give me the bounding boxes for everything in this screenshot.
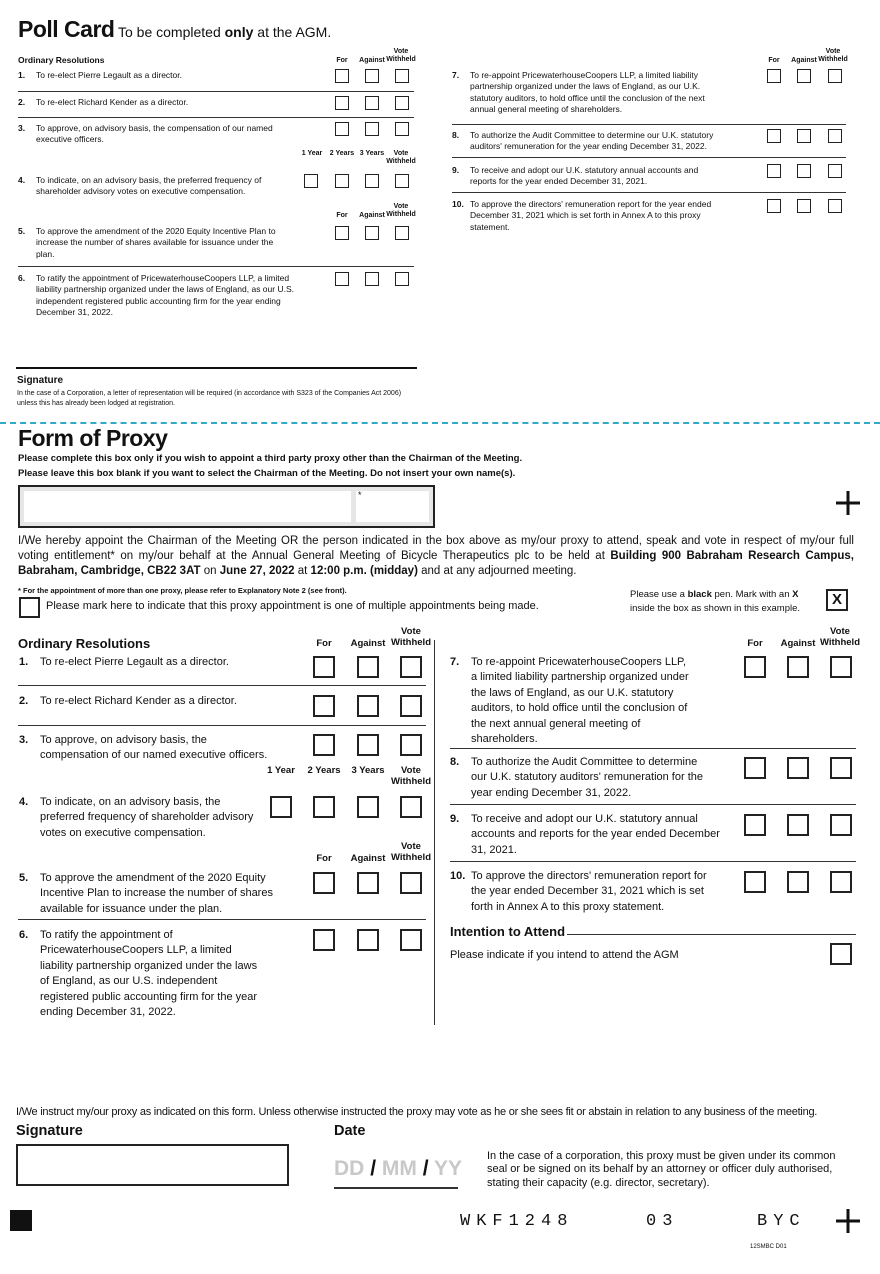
proxy-header-withheld: Vote Withheld xyxy=(390,765,432,787)
black-pen-instruction: Please use a black pen. Mark with an X inside the box as shown in this example. xyxy=(630,589,801,614)
multiple-appointments-label: Please mark here to indicate that this proxy appointment is one of multiple appointments being made. xyxy=(46,600,539,612)
proxy-header-withheld: Vote Withheld xyxy=(390,626,432,648)
divider xyxy=(18,919,426,920)
proxy-res-2-num: 2. xyxy=(19,695,29,707)
proxy-appointment-text: I/We hereby appoint the Chairman of the Meeting OR the person indicated in the box above as my/our proxy to attend, speak and vote in respect of my/our full voting entitlement* on my/our behalf at the Annual General Meeting of Bicycle Therapeutics plc to be held at Building 900 Babraham Research Campus, Babraham, Cambridge, CB22 3AT on June 27, 2022 at 12:00 p.m. (midday) and at any adjourned meeting. xyxy=(18,535,854,578)
poll-res-1-for-checkbox[interactable] xyxy=(335,69,349,83)
poll-res-10-withheld-checkbox[interactable] xyxy=(828,199,842,213)
proxy-header-against: Against xyxy=(350,638,386,649)
poll-res-2-text: To re-elect Richard Kender as a director. xyxy=(36,97,189,107)
poll-res-3-withheld-checkbox[interactable] xyxy=(395,122,409,136)
proxy-res-4-3years-checkbox[interactable] xyxy=(357,796,379,818)
poll-res-1-against-checkbox[interactable] xyxy=(365,69,379,83)
divider xyxy=(18,266,414,267)
proxy-res-5-withheld-checkbox[interactable] xyxy=(400,872,422,894)
poll-res-10-num: 10. xyxy=(452,199,464,209)
proxy-votes-input[interactable] xyxy=(356,491,429,522)
divider xyxy=(452,192,846,193)
poll-res-10-text: To approve the directors' remuneration report for the year ended December 31, 2021 which is set forth in Annex A to this proxy statement. xyxy=(470,199,712,232)
proxy-res-5-num: 5. xyxy=(19,872,29,884)
poll-res-2-for-checkbox[interactable] xyxy=(335,96,349,110)
poll-header-2years: 2 Years xyxy=(329,150,355,157)
proxy-instruct-text: I/We instruct my/our proxy as indicated on this form. Unless otherwise instructed the proxy may vote as he or she sees fit or abstain in relation to any business of the meeting. xyxy=(16,1106,818,1118)
date-separator: / xyxy=(422,1157,429,1180)
poll-header-withheld: Vote Withheld xyxy=(386,48,416,64)
poll-res-6-against-checkbox[interactable] xyxy=(365,272,379,286)
poll-res-9-withheld-checkbox[interactable] xyxy=(828,164,842,178)
poll-header-withheld: Vote Withheld xyxy=(386,150,416,166)
poll-res-2-against-checkbox[interactable] xyxy=(365,96,379,110)
poll-res-2-withheld-checkbox[interactable] xyxy=(395,96,409,110)
poll-res-7-for-checkbox[interactable] xyxy=(767,69,781,83)
example-marked-box: X xyxy=(826,589,848,611)
divider xyxy=(450,804,856,805)
proxy-res-5-for-checkbox[interactable] xyxy=(313,872,335,894)
proxy-signature-box[interactable] xyxy=(16,1144,289,1186)
poll-header-against: Against xyxy=(791,57,817,64)
proxy-res-2-for-checkbox[interactable] xyxy=(313,695,335,717)
corner-marker-square xyxy=(10,1210,32,1231)
proxy-res-2-text: To re-elect Richard Kender as a director. xyxy=(40,695,237,707)
form-code-1: WKF1248 xyxy=(460,1212,574,1231)
proxy-header-3years: 3 Years xyxy=(351,765,385,776)
form-code-2: 03 xyxy=(646,1212,679,1231)
poll-res-4-1year-checkbox[interactable] xyxy=(304,174,318,188)
poll-res-7-text: To re-appoint PricewaterhouseCoopers LLP, a limited liability partnership organized under the laws of England, as our U.K. statutory auditors, to hold office until the conclusion of the next annual general meeting of shareholders. xyxy=(470,70,705,115)
poll-res-3-text: To approve, on advisory basis, the compensation of our named executive officers. xyxy=(36,123,273,145)
poll-res-8-text: To authorize the Audit Committee to determine our U.K. statutory auditors' remuneration for the year ending December 31, 2022. xyxy=(470,130,714,152)
proxy-header-1year: 1 Year xyxy=(267,765,295,776)
poll-res-10-against-checkbox[interactable] xyxy=(797,199,811,213)
proxy-res-2-against-checkbox[interactable] xyxy=(357,695,379,717)
poll-res-7-num: 7. xyxy=(452,70,460,80)
poll-res-2-num: 2. xyxy=(18,97,26,107)
divider xyxy=(18,685,426,686)
poll-res-9-against-checkbox[interactable] xyxy=(797,164,811,178)
intention-attend-checkbox[interactable] xyxy=(830,943,852,965)
proxy-res-9-against-checkbox[interactable] xyxy=(787,814,809,836)
proxy-res-8-withheld-checkbox[interactable] xyxy=(830,757,852,779)
proxy-res-10-for-checkbox[interactable] xyxy=(744,871,766,893)
poll-section-label: Ordinary Resolutions xyxy=(18,55,105,65)
divider xyxy=(18,725,426,726)
poll-res-1-withheld-checkbox[interactable] xyxy=(395,69,409,83)
divider xyxy=(452,157,846,158)
proxy-res-1-num: 1. xyxy=(19,656,29,668)
poll-res-5-num: 5. xyxy=(18,226,26,236)
proxy-res-8-for-checkbox[interactable] xyxy=(744,757,766,779)
proxy-res-3-text: To approve, on advisory basis, the compensation of our named executive officers. xyxy=(40,734,268,762)
proxy-instruction-2: Please leave this box blank if you want to select the Chairman of the Meeting. Do not insert your own name(s). xyxy=(18,468,516,479)
poll-res-7-withheld-checkbox[interactable] xyxy=(828,69,842,83)
poll-res-6-num: 6. xyxy=(18,273,26,283)
proxy-res-5-text: To approve the amendment of the 2020 Equity Incentive Plan to increase the number of shares available for issuance under the plan. xyxy=(40,872,273,915)
poll-res-8-for-checkbox[interactable] xyxy=(767,129,781,143)
proxy-res-7-text: To re-appoint PricewaterhouseCoopers LLP, a limited liability partnership organized under the laws of England, as our U.K. statutory auditors, to hold office until the conclusion of the next annual general meeting of shareholders. xyxy=(471,656,689,745)
proxy-res-1-against-checkbox[interactable] xyxy=(357,656,379,678)
poll-res-5-text: To approve the amendment of the 2020 Equity Incentive Plan to increase the number of shares available for issuance under the plan. xyxy=(36,226,276,259)
divider xyxy=(450,861,856,862)
form-code-3: BYC xyxy=(757,1212,806,1231)
divider xyxy=(452,124,846,125)
proxy-res-1-text: To re-elect Pierre Legault as a director. xyxy=(40,656,229,668)
proxy-header-withheld: Vote Withheld xyxy=(390,841,432,863)
proxy-res-3-withheld-checkbox[interactable] xyxy=(400,734,422,756)
poll-header-3years: 3 Years xyxy=(359,150,385,157)
poll-res-9-num: 9. xyxy=(452,165,460,175)
poll-res-6-withheld-checkbox[interactable] xyxy=(395,272,409,286)
proxy-res-3-against-checkbox[interactable] xyxy=(357,734,379,756)
proxy-res-6-num: 6. xyxy=(19,929,29,941)
poll-res-8-against-checkbox[interactable] xyxy=(797,129,811,143)
proxy-res-9-for-checkbox[interactable] xyxy=(744,814,766,836)
poll-res-8-num: 8. xyxy=(452,130,460,140)
divider xyxy=(18,91,414,92)
proxy-res-10-withheld-checkbox[interactable] xyxy=(830,871,852,893)
poll-res-3-num: 3. xyxy=(18,123,26,133)
date-separator: / xyxy=(370,1157,377,1180)
divider xyxy=(18,117,414,118)
poll-res-1-text: To re-elect Pierre Legault as a director. xyxy=(36,70,182,80)
proxy-footnote: * For the appointment of more than one proxy, please refer to Explanatory Note 2 (see front). xyxy=(18,586,347,595)
proxy-header-withheld: Vote Withheld xyxy=(819,626,861,648)
proxy-res-7-withheld-checkbox[interactable] xyxy=(830,656,852,678)
proxy-res-6-for-checkbox[interactable] xyxy=(313,929,335,951)
poll-res-7-against-checkbox[interactable] xyxy=(797,69,811,83)
proxy-res-2-withheld-checkbox[interactable] xyxy=(400,695,422,717)
proxy-header-2years: 2 Years xyxy=(307,765,341,776)
proxy-asterisk: * xyxy=(358,490,362,500)
divider xyxy=(450,748,856,749)
proxy-res-7-num: 7. xyxy=(450,656,460,668)
proxy-section-label: Ordinary Resolutions xyxy=(18,636,151,651)
poll-header-withheld: Vote Withheld xyxy=(818,48,848,64)
tear-line xyxy=(0,422,880,424)
proxy-res-8-num: 8. xyxy=(450,756,460,768)
poll-header-1year: 1 Year xyxy=(301,150,323,157)
proxy-date-label: Date xyxy=(334,1123,366,1139)
poll-res-5-for-checkbox[interactable] xyxy=(335,226,349,240)
divider xyxy=(567,934,856,935)
poll-res-4-withheld-checkbox[interactable] xyxy=(395,174,409,188)
date-mm: MM xyxy=(381,1157,417,1180)
poll-res-5-withheld-checkbox[interactable] xyxy=(395,226,409,240)
proxy-res-6-against-checkbox[interactable] xyxy=(357,929,379,951)
poll-signature-note: In the case of a Corporation, a letter of representation will be required (in accordance with S323 of the Companies Act 2006) unless this has already been lodged at registration. xyxy=(17,390,402,408)
poll-header-for: For xyxy=(768,57,780,64)
proxy-header-for: For xyxy=(316,853,332,864)
date-dd: DD xyxy=(334,1157,365,1180)
poll-res-4-3years-checkbox[interactable] xyxy=(365,174,379,188)
poll-header-for: For xyxy=(336,212,348,219)
proxy-res-3-for-checkbox[interactable] xyxy=(313,734,335,756)
proxy-name-box[interactable] xyxy=(18,485,435,528)
poll-header-withheld: Vote Withheld xyxy=(386,203,416,219)
poll-signature-line[interactable] xyxy=(16,367,417,369)
proxy-res-6-withheld-checkbox[interactable] xyxy=(400,929,422,951)
proxy-res-7-against-checkbox[interactable] xyxy=(787,656,809,678)
poll-res-4-num: 4. xyxy=(18,175,26,185)
registration-cross-icon xyxy=(836,491,860,515)
intention-title: Intention to Attend xyxy=(450,924,571,939)
poll-res-3-against-checkbox[interactable] xyxy=(365,122,379,136)
poll-res-9-text: To receive and adopt our U.K. statutory annual accounts and reports for the year ended December 31, 2021. xyxy=(470,165,699,187)
proxy-res-6-text: To ratify the appointment of PricewaterhouseCoopers LLP, a limited liability partnership organized under the laws of England, as our U.S. independent registered public accounting firm for the year ending December 31, 2022. xyxy=(40,929,258,1018)
proxy-header-for: For xyxy=(316,638,332,649)
poll-header-for: For xyxy=(336,57,348,64)
proxy-instruction-1: Please complete this box only if you wish to appoint a third party proxy other than the Chairman of the Meeting. xyxy=(18,453,523,464)
poll-res-5-against-checkbox[interactable] xyxy=(365,226,379,240)
poll-res-9-for-checkbox[interactable] xyxy=(767,164,781,178)
proxy-res-1-withheld-checkbox[interactable] xyxy=(400,656,422,678)
proxy-res-8-text: To authorize the Audit Committee to determine our U.K. statutory auditors' remuneration for the year ending December 31, 2022. xyxy=(471,756,703,799)
poll-res-4-text: To indicate, on an advisory basis, the preferred frequency of shareholder advisory votes on executive compensation. xyxy=(36,175,262,197)
poll-res-6-for-checkbox[interactable] xyxy=(335,272,349,286)
poll-res-4-2years-checkbox[interactable] xyxy=(335,174,349,188)
proxy-res-4-1year-checkbox[interactable] xyxy=(270,796,292,818)
poll-card-title: Poll Card xyxy=(18,16,115,42)
proxy-name-input[interactable] xyxy=(24,491,351,522)
proxy-corporation-note: In the case of a corporation, this proxy must be given under its common seal or be signed on its behalf by an attorney or officer duly authorised, stating their capacity (e.g. director, secretary). xyxy=(487,1150,836,1189)
multiple-appointments-checkbox[interactable] xyxy=(19,597,40,618)
proxy-res-10-against-checkbox[interactable] xyxy=(787,871,809,893)
proxy-res-9-num: 9. xyxy=(450,813,460,825)
date-yy: YY xyxy=(434,1157,463,1180)
proxy-signature-label: Signature xyxy=(16,1123,83,1139)
poll-res-1-num: 1. xyxy=(18,70,26,80)
proxy-res-4-text: To indicate, on an advisory basis, the preferred frequency of shareholder advisory votes on executive compensation. xyxy=(40,796,254,839)
poll-header-against: Against xyxy=(359,57,385,64)
intention-text: Please indicate if you intend to attend the AGM xyxy=(450,949,679,961)
proxy-date-field[interactable] xyxy=(334,1157,463,1189)
proxy-res-1-for-checkbox[interactable] xyxy=(313,656,335,678)
poll-res-10-for-checkbox[interactable] xyxy=(767,199,781,213)
proxy-res-10-text: To approve the directors' remuneration report for the year ended December 31, 2021 which is set forth in Annex A to this proxy statement. xyxy=(471,870,707,913)
proxy-res-4-num: 4. xyxy=(19,796,29,808)
proxy-res-3-num: 3. xyxy=(19,734,29,746)
proxy-res-9-withheld-checkbox[interactable] xyxy=(830,814,852,836)
column-divider xyxy=(434,640,435,1025)
poll-res-3-for-checkbox[interactable] xyxy=(335,122,349,136)
poll-header-against: Against xyxy=(359,212,385,219)
proxy-res-4-2years-checkbox[interactable] xyxy=(313,796,335,818)
proxy-res-8-against-checkbox[interactable] xyxy=(787,757,809,779)
registration-cross-icon xyxy=(836,1209,860,1233)
proxy-title: Form of Proxy xyxy=(18,425,168,451)
proxy-res-4-withheld-checkbox[interactable] xyxy=(400,796,422,818)
proxy-header-against: Against xyxy=(350,853,386,864)
small-form-code: 12SMBC D01 xyxy=(750,1244,787,1250)
poll-signature-label: Signature xyxy=(17,375,64,386)
poll-card-subtitle: To be completed only at the AGM. xyxy=(118,24,332,40)
proxy-res-9-text: To receive and adopt our U.K. statutory annual accounts and reports for the year ended December 31, 2021. xyxy=(471,813,720,856)
proxy-res-5-against-checkbox[interactable] xyxy=(357,872,379,894)
proxy-header-for: For xyxy=(747,638,763,649)
poll-res-6-text: To ratify the appointment of PricewaterhouseCoopers LLP, a limited liability partnership organized under the laws of England, as our U.S. independent registered public accounting firm for the year ending December 31, 2022. xyxy=(36,273,294,318)
poll-res-8-withheld-checkbox[interactable] xyxy=(828,129,842,143)
proxy-header-against: Against xyxy=(780,638,816,649)
proxy-res-10-num: 10. xyxy=(450,870,466,882)
proxy-res-7-for-checkbox[interactable] xyxy=(744,656,766,678)
